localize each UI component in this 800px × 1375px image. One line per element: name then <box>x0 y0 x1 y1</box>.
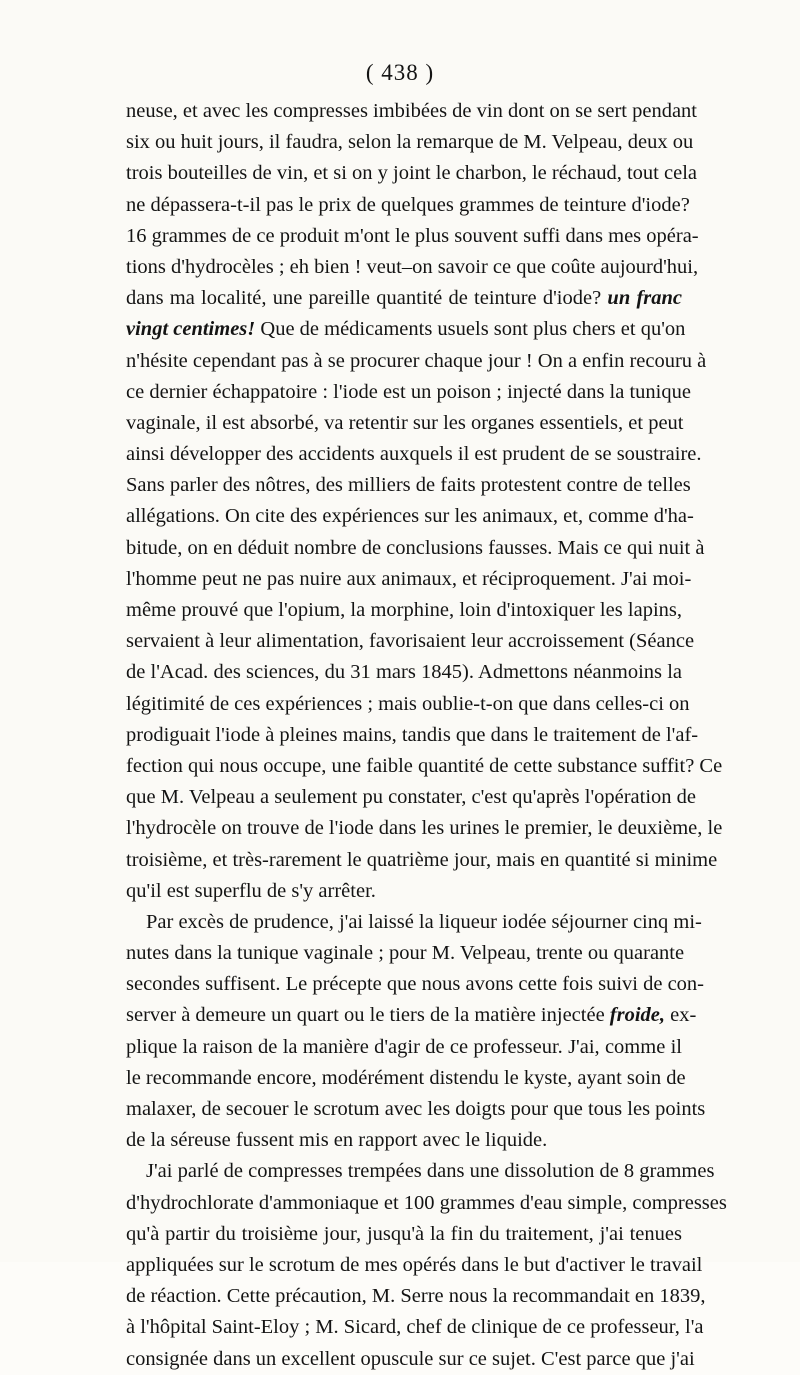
text-line: troisième, et très-rarement le quatrième jour, mais en quantité si minime <box>126 848 718 871</box>
text-line: secondes suffisent. Le précepte que nous avons cette fois suivi de con- <box>126 973 705 996</box>
text-line: ne dépassera-t-il pas le prix de quelques grammes de teinture d'iode? <box>126 193 690 216</box>
text-line: que M. Velpeau a seulement pu constater, c'est qu'après l'opération de <box>126 786 697 809</box>
text-line: qu'à partir du troisième jour, jusqu'à la fin du traitement, j'ai tenues <box>126 1222 682 1245</box>
text-line: dans ma localité, une pareille quantité de teinture d'iode? un franc <box>126 287 682 310</box>
text-line: l'hydrocèle on trouve de l'iode dans les urines le premier, le deuxième, le <box>126 817 723 840</box>
text-line: appliquées sur le scrotum de mes opérés dans le but d'activer le travail <box>126 1253 703 1276</box>
text-line: à l'hôpital Saint-Eloy ; M. Sicard, chef de clinique de ce professeur, l'a <box>126 1316 704 1339</box>
text-line: même prouvé que l'opium, la morphine, loin d'intoxiquer les lapins, <box>126 599 682 621</box>
text-line: légitimité de ces expériences ; mais oublie-t-on que dans celles-ci on <box>126 692 690 715</box>
text-line: de l'Acad. des sciences, du 31 mars 1845). Admettons néanmoins la <box>126 661 682 684</box>
text-line: fection qui nous occupe, une faible quantité de cette substance suffit? Ce <box>126 754 723 777</box>
text-line: bitude, on en déduit nombre de conclusions fausses. Mais ce qui nuit à <box>126 536 705 559</box>
text-line: allégations. On cite des expériences sur les animaux, et, comme d'ha- <box>126 505 694 528</box>
text-line: tions d'hydrocèles ; eh bien ! veut–on savoir ce que coûte aujourd'hui, <box>126 255 699 278</box>
text-line: n'hésite cependant pas à se procurer chaque jour ! On a enfin recouru à <box>126 349 707 372</box>
body-text <box>126 96 727 1375</box>
text-line: le recommande encore, modérément distendu le kyste, ayant soin de <box>126 1066 686 1089</box>
text-line: neuse, et avec les compresses imbibées de vin dont on se sert pendant <box>126 100 697 122</box>
text-line: de réaction. Cette précaution, M. Serre nous la recommandait en 1839, <box>126 1285 706 1308</box>
text-line: ce dernier échappatoire : l'iode est un poison ; injecté dans la tunique <box>126 380 691 403</box>
text-line: servaient à leur alimentation, favorisaient leur accroissement (Séance <box>126 630 695 653</box>
text-line: qu'il est superflu de s'y arrêter. <box>126 879 376 902</box>
text-line: prodiguait l'iode à pleines mains, tandis que dans le traitement de l'af- <box>126 723 699 746</box>
paragraph <box>126 96 723 907</box>
page-number: ( 438 ) <box>365 60 435 85</box>
text-line: Sans parler des nôtres, des milliers de faits protestent contre de telles <box>126 474 691 497</box>
text-line: Par excès de prudence, j'ai laissé la liqueur iodée séjourner cinq mi- <box>146 910 702 933</box>
text-line: consignée dans un excellent opuscule sur ce sujet. C'est parce que j'ai <box>126 1347 695 1370</box>
text-line: plique la raison de la manière d'agir de ce professeur. J'ai, comme il <box>126 1035 682 1058</box>
text-line: vaginale, il est absorbé, va retentir sur les organes essentiels, et peut <box>126 411 684 434</box>
text-line: d'hydrochlorate d'ammoniaque et 100 grammes d'eau simple, compresses <box>126 1191 727 1214</box>
text-line: server à demeure un quart ou le tiers de la matière injectée froide, ex- <box>126 1004 697 1027</box>
text-line: l'homme peut ne pas nuire aux animaux, et réciproquement. J'ai moi- <box>126 567 692 590</box>
text-line: 16 grammes de ce produit m'ont le plus souvent suffi dans mes opéra- <box>126 224 699 247</box>
text-line: nutes dans la tunique vaginale ; pour M. Velpeau, trente ou quarante <box>126 942 685 965</box>
text-line: de la séreuse fussent mis en rapport avec le liquide. <box>126 1129 548 1152</box>
paragraph <box>126 1156 727 1374</box>
text-line: ainsi développer des accidents auxquels il est prudent de se soustraire. <box>126 443 702 466</box>
text-line: trois bouteilles de vin, et si on y joint le charbon, le réchaud, tout cela <box>126 162 697 185</box>
text-line: vingt centimes! Que de médicaments usuels sont plus chers et qu'on <box>126 318 686 341</box>
text-line: malaxer, de secouer le scrotum avec les doigts pour que tous les points <box>126 1098 706 1120</box>
paragraph <box>126 907 706 1157</box>
text-line: J'ai parlé de compresses trempées dans une dissolution de 8 grammes <box>146 1160 715 1183</box>
text-line: six ou huit jours, il faudra, selon la remarque de M. Velpeau, deux ou <box>126 131 694 154</box>
